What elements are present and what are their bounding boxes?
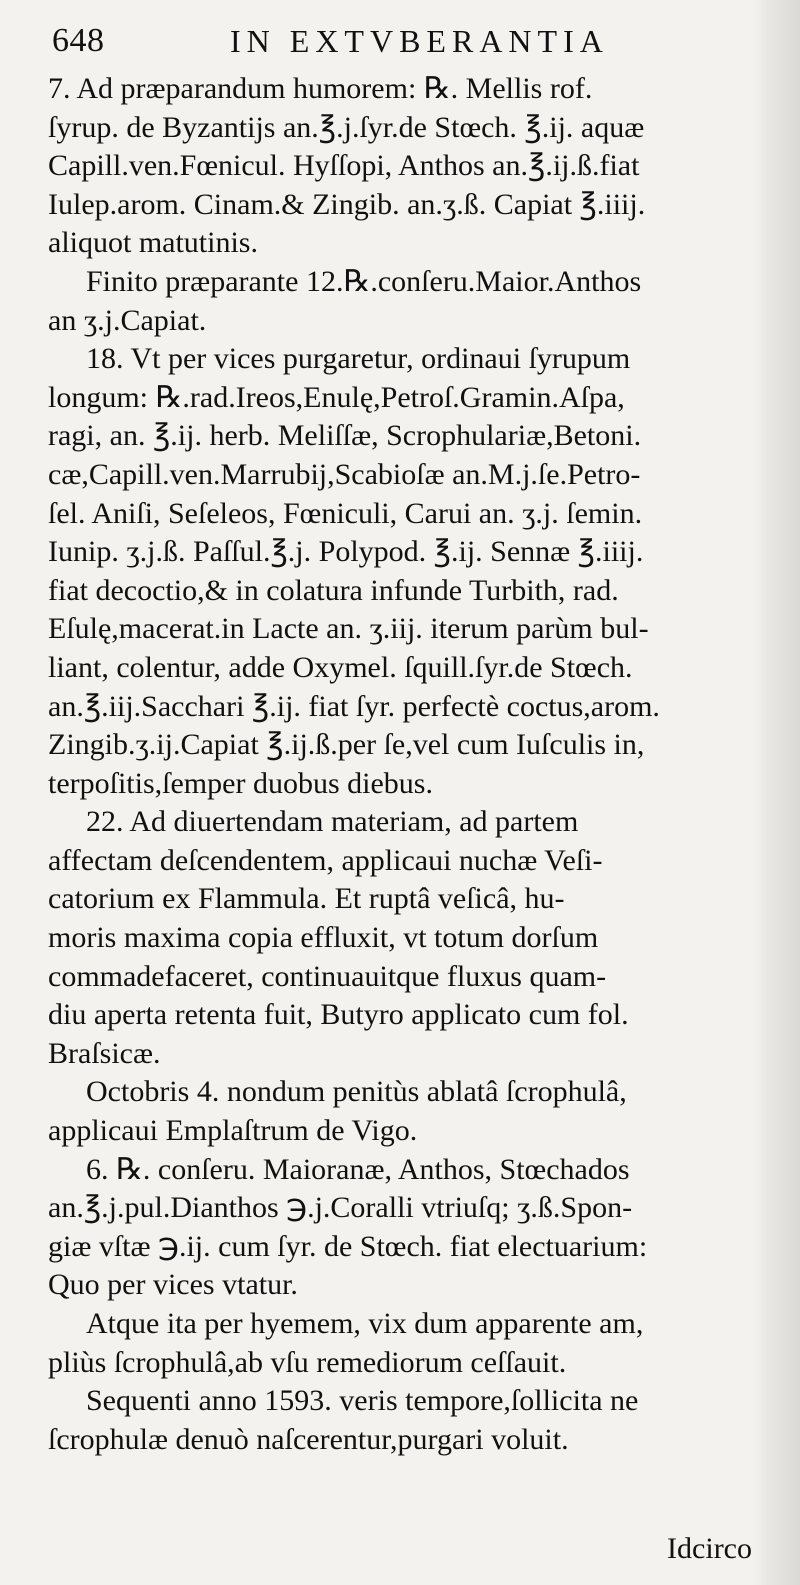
text-line: longum: ℞.rad.Ireos,Enulę,Petroſ.Gramin.Aſpa,: [48, 380, 625, 414]
page-number: 648: [52, 22, 105, 59]
text-line: fiat decoctio,& in colatura infunde Turbith, rad.: [48, 573, 619, 607]
text-line: applicaui Emplaſtrum de Vigo.: [48, 1114, 418, 1148]
text-line: Iulep.arom. Cinam.& Zingib. an.ʒ.ß. Capiat ℥.iiij.: [48, 187, 646, 221]
text-line: Atque ita per hyemem, vix dum apparente am,: [86, 1307, 644, 1340]
text-line: Quo per vices vtatur.: [48, 1268, 298, 1302]
running-head: IN EXTVBERANTIA: [230, 23, 609, 59]
catchword: Idcirco: [667, 1532, 752, 1565]
text-line: Iunip. ʒ.j.ß. Paſſul.℥.j. Polypod. ℥.ij. Sennæ ℥.iiij.: [48, 535, 644, 569]
text-line: 6. ℞. conſeru. Maioranæ, Anthos, Stœchados: [86, 1152, 630, 1186]
text-line: aliquot matutinis.: [48, 226, 258, 260]
text-line: terpoſitis,ſemper duobus diebus.: [48, 766, 433, 800]
text-line: 7. Ad præparandum humorem: ℞. Mellis rof.: [48, 72, 593, 105]
text-line: pliùs ſcrophulâ,ab vſu remediorum ceſſauit.: [48, 1345, 567, 1379]
text-line: ſel. Aniſi, Seſeleos, Fœniculi, Carui an. ʒ.j. ſemin.: [48, 496, 643, 530]
text-line: 18. Vt per vices purgaretur, ordinaui ſyrupum: [86, 342, 631, 376]
text-line: moris maxima copia effluxit, vt totum dorſum: [48, 921, 599, 955]
text-line: commadefaceret, continuauitque fluxus quam-: [48, 959, 607, 993]
text-line: Capill.ven.Fœnicul. Hyſſopi, Anthos an.℥.ij.ß.fiat: [48, 149, 640, 183]
text-line: an.℥.iij.Sacchari ℥.ij. fiat ſyr. perfectè coctus,arom.: [48, 689, 660, 723]
text-line: Finito præparante 12.℞.conſeru.Maior.Anthos: [86, 264, 642, 298]
text-line: affectam deſcendentem, applicaui nuchæ Veſi-: [48, 843, 603, 877]
page-header: [40, 18, 760, 64]
text-line: cæ,Capill.ven.Marrubij,Scabioſæ an.M.j.ſe.Petro-: [48, 457, 641, 491]
text-line: Eſulę,macerat.in Lacte an. ʒ.iij. iterum parùm bul-: [48, 612, 649, 646]
text-line: Sequenti anno 1593. veris tempore,ſollicita ne: [86, 1384, 639, 1418]
text-line: 22. Ad diuertendam materiam, ad partem: [86, 805, 579, 839]
text-line: ſcrophulæ denuò naſcerentur,purgari voluit.: [48, 1422, 569, 1456]
body-text: [48, 70, 760, 1459]
text-line: catorium ex Flammula. Et ruptâ veſicâ, hu-: [48, 882, 565, 916]
text-line: liant, colentur, adde Oxymel. ſquill.ſyr.de Stœch.: [48, 650, 633, 684]
text-line: Octobris 4. nondum penitùs ablatâ ſcrophulâ,: [86, 1075, 627, 1109]
text-line: ſyrup. de Byzantijs an.℥.j.ſyr.de Stœch. ℥.ij. aquæ: [48, 110, 645, 144]
text-line: diu aperta retenta fuit, Butyro applicato cum fol.: [48, 998, 629, 1032]
text-line: giæ vſtæ ℈.ij. cum ſyr. de Stœch. fiat electuarium:: [48, 1229, 648, 1263]
text-line: Braſsicæ.: [48, 1036, 161, 1070]
text-line: Zingib.ʒ.ij.Capiat ℥.ij.ß.per ſe,vel cum Iuſculis in,: [48, 728, 645, 762]
text-line: an.℥.j.pul.Dianthos ℈.j.Coralli vtriuſq; ʒ.ß.Spon-: [48, 1191, 633, 1225]
text-line: an ʒ.j.Capiat.: [48, 303, 207, 337]
text-line: ragi, an. ℥.ij. herb. Meliſſæ, Scrophulariæ,Betoni.: [48, 419, 642, 453]
